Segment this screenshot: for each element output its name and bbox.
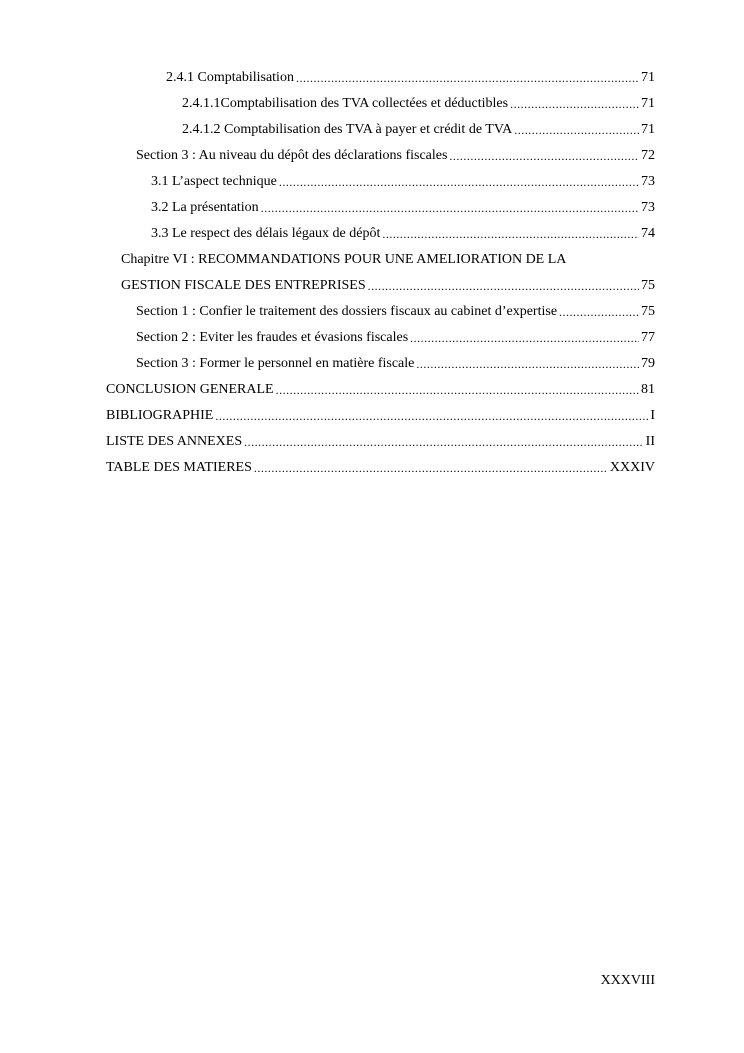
toc-entry (166, 68, 655, 88)
toc-leader-dots (296, 68, 639, 88)
toc-leader-dots (215, 406, 648, 426)
toc-leader-dots (559, 302, 639, 322)
toc-entry (182, 120, 655, 140)
toc-entry-title: 2.4.1.1Comptabilisation des TVA collectées et déductibles (182, 96, 509, 111)
toc-entry (151, 224, 655, 244)
toc-entry-title: 2.4.1 Comptabilisation (166, 70, 294, 85)
toc-entry-title: 2.4.1.2 Comptabilisation des TVA à payer et crédit de TVA (182, 122, 513, 137)
toc-leader-dots (410, 328, 639, 348)
toc-entry (136, 328, 655, 348)
toc-entry-title: CONCLUSION GENERALE (106, 382, 274, 397)
toc-entry-title: GESTION FISCALE DES ENTREPRISES (121, 278, 366, 293)
toc-entry (182, 94, 655, 114)
toc-entry-title: BIBLIOGRAPHIE (106, 408, 214, 423)
toc-entry-page: 81 (641, 382, 655, 397)
toc-entry-title: Chapitre VI : RECOMMANDATIONS POUR UNE AMELIORATION DE LA (121, 252, 567, 267)
toc-entry-title: LISTE DES ANNEXES (106, 434, 243, 449)
toc-entry-page: 71 (641, 96, 655, 111)
toc-entry-page: 73 (641, 200, 655, 215)
toc-entry-page: XXXIV (609, 460, 655, 475)
toc-entry (106, 406, 655, 426)
toc-entry-page: 71 (641, 122, 655, 137)
toc-entry (106, 432, 655, 452)
toc-leader-dots (368, 276, 639, 296)
toc-entry (151, 198, 655, 218)
toc-entry-page: I (650, 408, 655, 423)
toc-leader-dots (244, 432, 644, 452)
toc-leader-dots (276, 380, 639, 400)
toc-entry (136, 146, 655, 166)
toc-leader-dots (279, 172, 639, 192)
toc-entry-title: TABLE DES MATIERES (106, 460, 252, 475)
toc-entry (106, 458, 655, 478)
toc-entry (136, 354, 655, 374)
toc-leader-dots (416, 354, 639, 374)
toc-entry-page: 79 (641, 356, 655, 371)
toc-leader-dots (261, 198, 639, 218)
toc-entry-page: II (645, 434, 655, 449)
toc-entry-title: 3.2 La présentation (151, 200, 259, 215)
toc-entry-title: 3.1 L’aspect technique (151, 174, 277, 189)
toc-entry-page: 72 (641, 148, 655, 163)
toc-entry-page: 74 (641, 226, 655, 241)
toc-entry-page: 75 (641, 304, 655, 319)
toc-entry-page: 75 (641, 278, 655, 293)
toc-leader-dots (254, 458, 608, 478)
toc-entry-title: Section 3 : Au niveau du dépôt des déclarations fiscales (136, 148, 448, 163)
toc-entry-page: 73 (641, 174, 655, 189)
toc-entry-title: 3.3 Le respect des délais légaux de dépôt (151, 226, 381, 241)
toc-entry (121, 276, 655, 296)
toc-entry (136, 302, 655, 322)
toc-entry (151, 172, 655, 192)
toc-entry-page: 71 (641, 70, 655, 85)
page-number: XXXVIII (600, 973, 655, 988)
toc-leader-dots (449, 146, 639, 166)
toc-entry (106, 380, 655, 400)
toc-entry-title: Section 3 : Former le personnel en matière fiscale (136, 356, 415, 371)
toc-entry-title: Section 2 : Eviter les fraudes et évasions fiscales (136, 330, 409, 345)
toc-entry-title: Section 1 : Confier le traitement des dossiers fiscaux au cabinet d’expertise (136, 304, 558, 319)
toc-leader-dots (514, 120, 639, 140)
toc-entry-page: 77 (641, 330, 655, 345)
toc-leader-dots (510, 94, 639, 114)
toc-leader-dots (382, 224, 639, 244)
